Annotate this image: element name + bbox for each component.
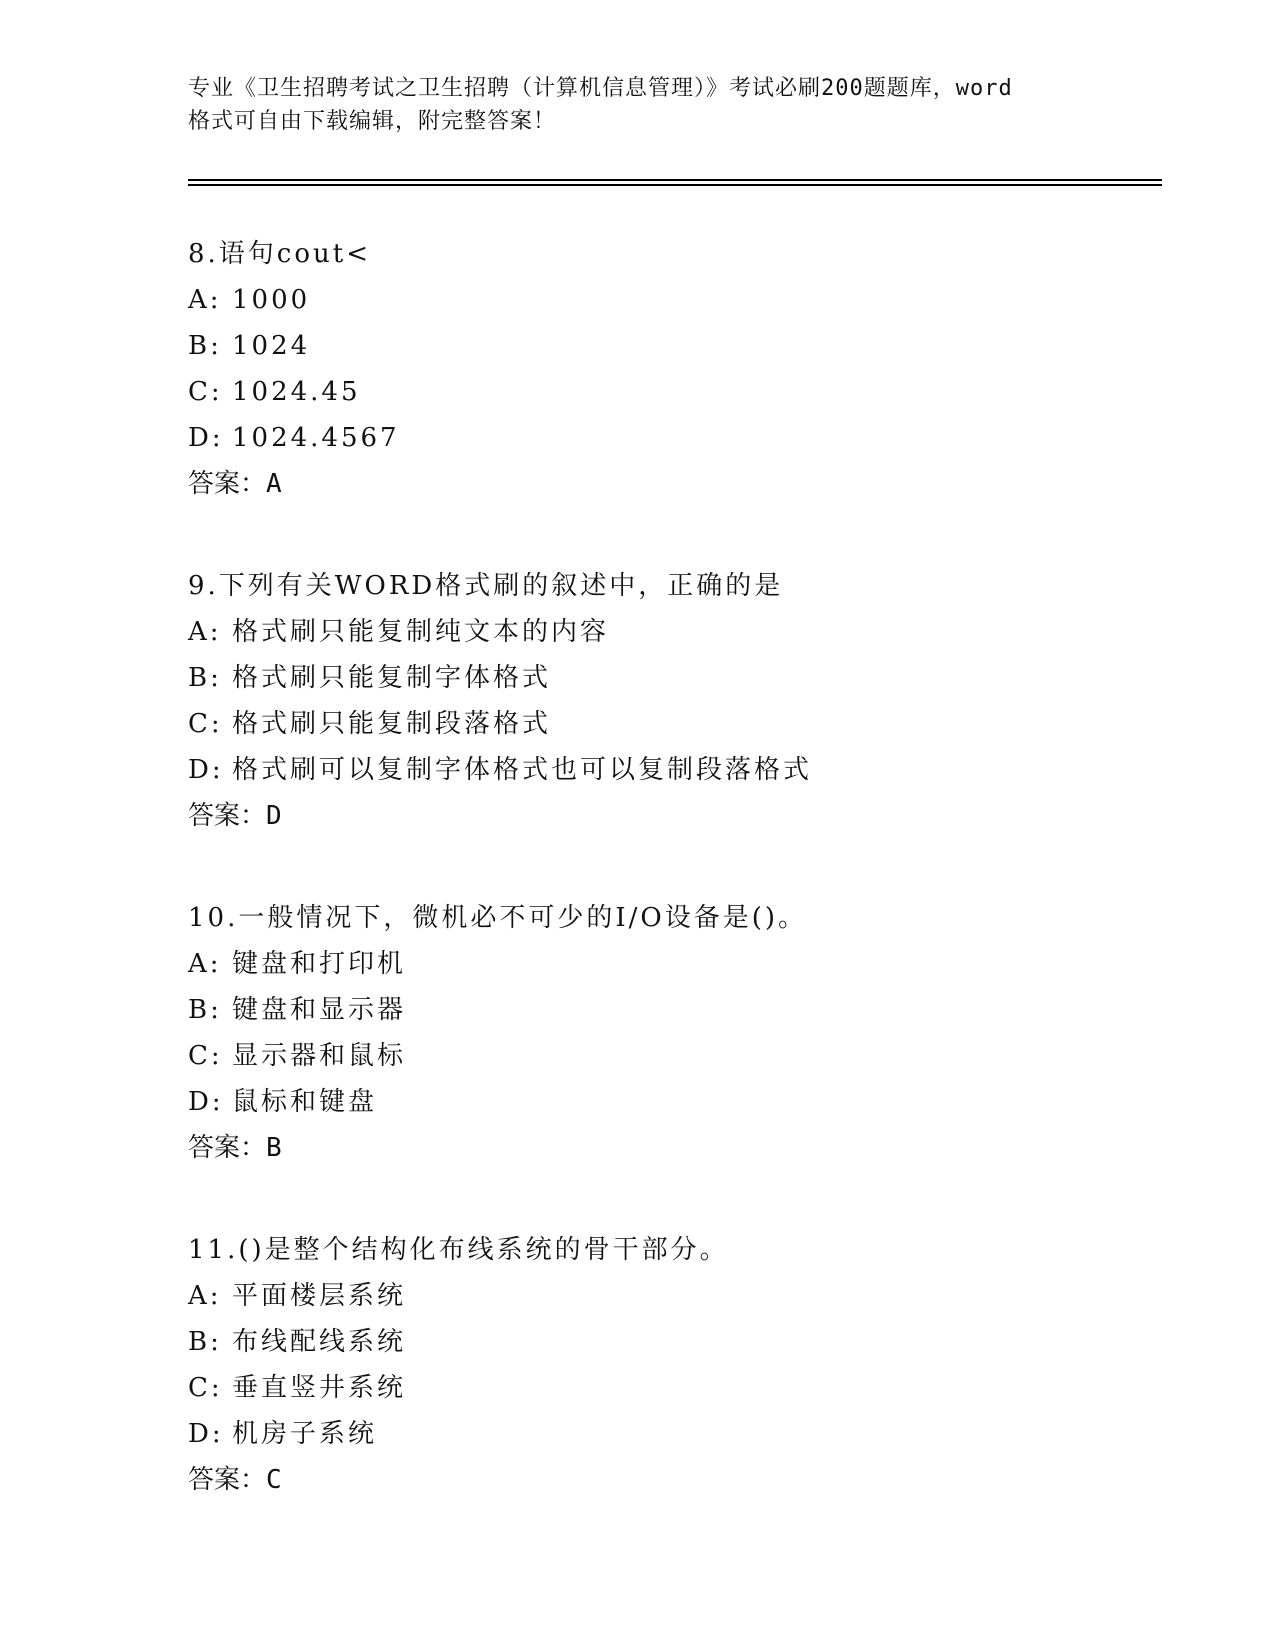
option-letter: B:	[188, 995, 222, 1025]
answer: 答案：D	[188, 801, 282, 831]
option-text: 1024	[232, 331, 311, 361]
option-letter: B:	[188, 331, 222, 361]
option-text: 键盘和打印机	[232, 949, 407, 979]
option-d	[188, 747, 1148, 793]
option-text: 布线配线系统	[232, 1327, 407, 1357]
option-d	[188, 415, 1148, 461]
option-letter: D:	[188, 1419, 224, 1449]
option-d	[188, 1079, 1148, 1125]
option-letter: D:	[188, 423, 224, 453]
option-a	[188, 277, 1148, 323]
option-text: 机房子系统	[232, 1419, 378, 1449]
option-a	[188, 941, 1148, 987]
option-text: 垂直竖井系统	[232, 1373, 407, 1403]
option-b	[188, 655, 1148, 701]
option-text: 显示器和鼠标	[232, 1041, 407, 1071]
option-text: 鼠标和键盘	[232, 1087, 378, 1117]
question-11	[188, 1227, 1148, 1503]
option-a	[188, 609, 1148, 655]
answer: 答案：A	[188, 469, 282, 499]
option-b	[188, 323, 1148, 369]
option-letter: D:	[188, 1087, 224, 1117]
option-text: 平面楼层系统	[232, 1281, 407, 1311]
option-c	[188, 701, 1148, 747]
option-text: 键盘和显示器	[232, 995, 407, 1025]
option-text: 1000	[232, 285, 311, 315]
option-d	[188, 1411, 1148, 1457]
option-text: 1024.45	[232, 377, 361, 407]
option-c	[188, 369, 1148, 415]
option-letter: B:	[188, 663, 222, 693]
option-text: 格式刷可以复制字体格式也可以复制段落格式	[232, 755, 813, 785]
option-text: 格式刷只能复制字体格式	[232, 663, 552, 693]
question-stem: 11.()是整个结构化布线系统的骨干部分。	[188, 1235, 729, 1265]
question-8	[188, 231, 1148, 507]
question-stem: 9.下列有关WORD格式刷的叙述中，正确的是	[188, 571, 784, 601]
option-letter: A:	[188, 285, 222, 315]
option-letter: A:	[188, 949, 222, 979]
question-list	[188, 231, 1148, 1503]
option-b	[188, 987, 1148, 1033]
answer: 答案：C	[188, 1465, 282, 1495]
header-rule-top	[188, 179, 1162, 181]
option-letter: C:	[188, 1041, 223, 1071]
option-text: 格式刷只能复制纯文本的内容	[232, 617, 610, 647]
option-letter: A:	[188, 1281, 222, 1311]
option-text: 格式刷只能复制段落格式	[232, 709, 552, 739]
option-letter: C:	[188, 709, 223, 739]
header-line-1: 专业《卫生招聘考试之卫生招聘（计算机信息管理）》考试必刷200题题库，word	[188, 76, 1013, 101]
question-10	[188, 895, 1148, 1171]
option-a	[188, 1273, 1148, 1319]
option-letter: C:	[188, 1373, 223, 1403]
option-letter: C:	[188, 377, 223, 407]
option-letter: A:	[188, 617, 222, 647]
option-c	[188, 1033, 1148, 1079]
answer: 答案：B	[188, 1133, 282, 1163]
header-line-2: 格式可自由下载编辑，附完整答案！	[188, 109, 557, 134]
question-9	[188, 563, 1148, 839]
option-c	[188, 1365, 1148, 1411]
document-header	[188, 72, 1108, 138]
question-stem: 8.语句cout<	[188, 239, 372, 269]
option-text: 1024.4567	[232, 423, 400, 453]
question-stem: 10.一般情况下，微机必不可少的I/O设备是()。	[188, 903, 807, 933]
header-rule-bottom	[188, 184, 1162, 186]
option-b	[188, 1319, 1148, 1365]
option-letter: B:	[188, 1327, 222, 1357]
option-letter: D:	[188, 755, 224, 785]
